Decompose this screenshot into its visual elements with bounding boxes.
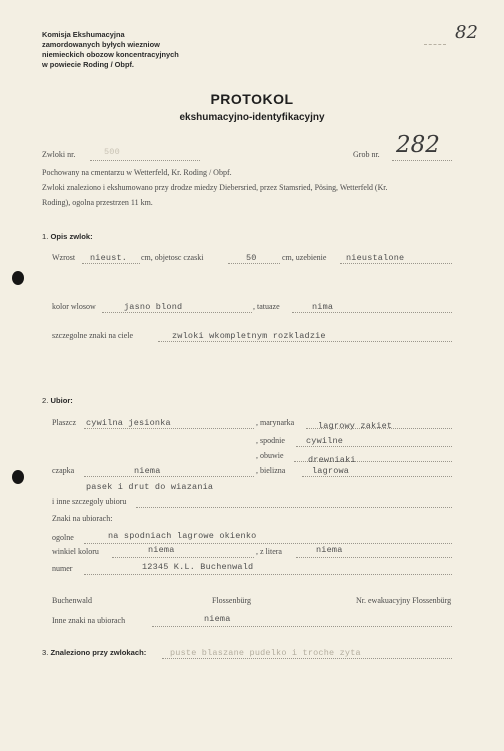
dotted-line <box>158 341 452 342</box>
document-title: PROTOKOL <box>210 91 294 107</box>
dotted-line <box>102 312 252 313</box>
dotted-line <box>302 476 452 477</box>
camp-buchenwald: Buchenwald <box>52 596 92 605</box>
number-value: 12345 K.L. Buchenwald <box>142 562 254 572</box>
dotted-line <box>82 263 140 264</box>
grave-number: 282 <box>396 132 440 158</box>
section-1-heading <box>42 232 93 241</box>
dotted-line <box>136 507 452 508</box>
shoes-label: , obuwie <box>256 451 284 460</box>
dotted-line <box>228 263 280 264</box>
coat-label: Plaszcz <box>52 418 76 427</box>
coat-value: cywilna jesionka <box>86 418 171 428</box>
camp-flossenburg: Flossenbürg <box>212 596 251 605</box>
dotted-line <box>152 626 452 627</box>
dotted-line <box>84 476 254 477</box>
dotted-line <box>112 557 254 558</box>
trousers-value: cywilne <box>306 436 344 446</box>
jacket-label: , marynarka <box>256 418 295 427</box>
remains-number: 500 <box>104 147 120 157</box>
document-subtitle: ekshumacyjno-identyfikacyjny <box>179 112 325 123</box>
dotted-line <box>392 160 452 161</box>
found-text-cont: Roding), ogolna przestrzen 11 km. <box>42 198 153 207</box>
commission-header <box>42 30 179 70</box>
section-number: 2. <box>42 396 49 405</box>
marks-label: szczegolne znaki na ciele <box>52 331 134 340</box>
trousers-label: , spodnie <box>256 436 285 445</box>
stamp-mark <box>424 44 446 45</box>
marks-value: zwloki wkompletnym rozkladzie <box>172 331 326 341</box>
cap-label: czapka <box>52 466 75 475</box>
teeth-label: cm, uzebienie <box>282 253 327 262</box>
burial-text: Pochowany na cmentarzu w Wetterfeld, Kr. Roding / Obpf. <box>42 168 232 177</box>
clothing-marks-label: Znaki na ubiorach: <box>52 514 113 523</box>
letter-value: niema <box>316 545 343 555</box>
punch-hole <box>12 470 24 484</box>
commission-line: zamordowanych byłych wiezniow <box>42 40 160 49</box>
skull-value: 50 <box>246 253 257 263</box>
extra-clothing-value: pasek i drut do wiazania <box>86 482 214 492</box>
other-marks-value: niema <box>204 614 231 624</box>
dotted-line <box>90 160 200 161</box>
number-label: numer <box>52 564 73 573</box>
section-3-heading <box>42 648 146 657</box>
dotted-line <box>162 658 452 659</box>
skull-label: cm, objetosc czaski <box>141 253 204 262</box>
dotted-line <box>340 263 452 264</box>
section-number: 3. <box>42 648 49 657</box>
evacuation-number-label: Nr. ewakuacyjny Flossenbürg <box>356 596 452 605</box>
dotted-line <box>84 574 452 575</box>
height-label: Wzrost <box>52 253 76 262</box>
angle-label: winkiel koloru <box>52 547 99 556</box>
other-details-label: i inne szczegoly ubioru <box>52 497 127 506</box>
dotted-line <box>296 557 452 558</box>
general-value: na spodniach lagrowe okienko <box>108 531 257 541</box>
tattoo-label: , tatuaze <box>253 302 280 311</box>
section-title: Ubior: <box>50 396 73 405</box>
dotted-line <box>296 446 452 447</box>
hair-value: jasno blond <box>124 302 183 312</box>
section-number: 1. <box>42 232 49 241</box>
dotted-line <box>84 428 254 429</box>
height-value: nieust. <box>90 253 128 263</box>
section-2-heading <box>42 396 73 405</box>
punch-hole <box>12 271 24 285</box>
section-title: Znaleziono przy zwlokach: <box>50 648 147 657</box>
commission-line: niemieckich obozow koncentracyjnych <box>42 50 179 59</box>
hair-label: kolor wlosow <box>52 302 96 311</box>
dotted-line <box>292 312 452 313</box>
commission-line: w powiecie Roding / Obpf. <box>42 60 134 69</box>
jacket-value: lagrowy zakiet <box>318 421 393 431</box>
page-number: 82 <box>455 22 478 43</box>
underwear-value: lagrowa <box>312 466 350 476</box>
tattoo-value: nima <box>312 302 334 312</box>
commission-line: Komisja Ekshumacyjna <box>42 30 125 39</box>
angle-value: niema <box>148 545 175 555</box>
other-marks-label: Inne znaki na ubiorach <box>52 616 126 625</box>
underwear-label: , bielizna <box>256 466 286 475</box>
teeth-value: nieustalone <box>346 253 405 263</box>
found-text: Zwloki znaleziono i ekshumowano przy drodze miedzy Diebersried, przez Stamsried, Pösing, Wetterfeld (Kr. <box>42 183 388 192</box>
found-items-value: puste blaszane pudelko i troche zyta <box>170 648 361 658</box>
remains-label: Zwloki nr. <box>42 150 76 159</box>
general-label: ogolne <box>52 533 74 542</box>
dotted-line <box>84 543 452 544</box>
section-title: Opis zwlok: <box>50 232 93 241</box>
shoes-value: drewniaki <box>308 455 356 465</box>
grave-label: Grob nr. <box>353 150 380 159</box>
letter-label: , z litera <box>256 547 282 556</box>
cap-value: niema <box>134 466 161 476</box>
